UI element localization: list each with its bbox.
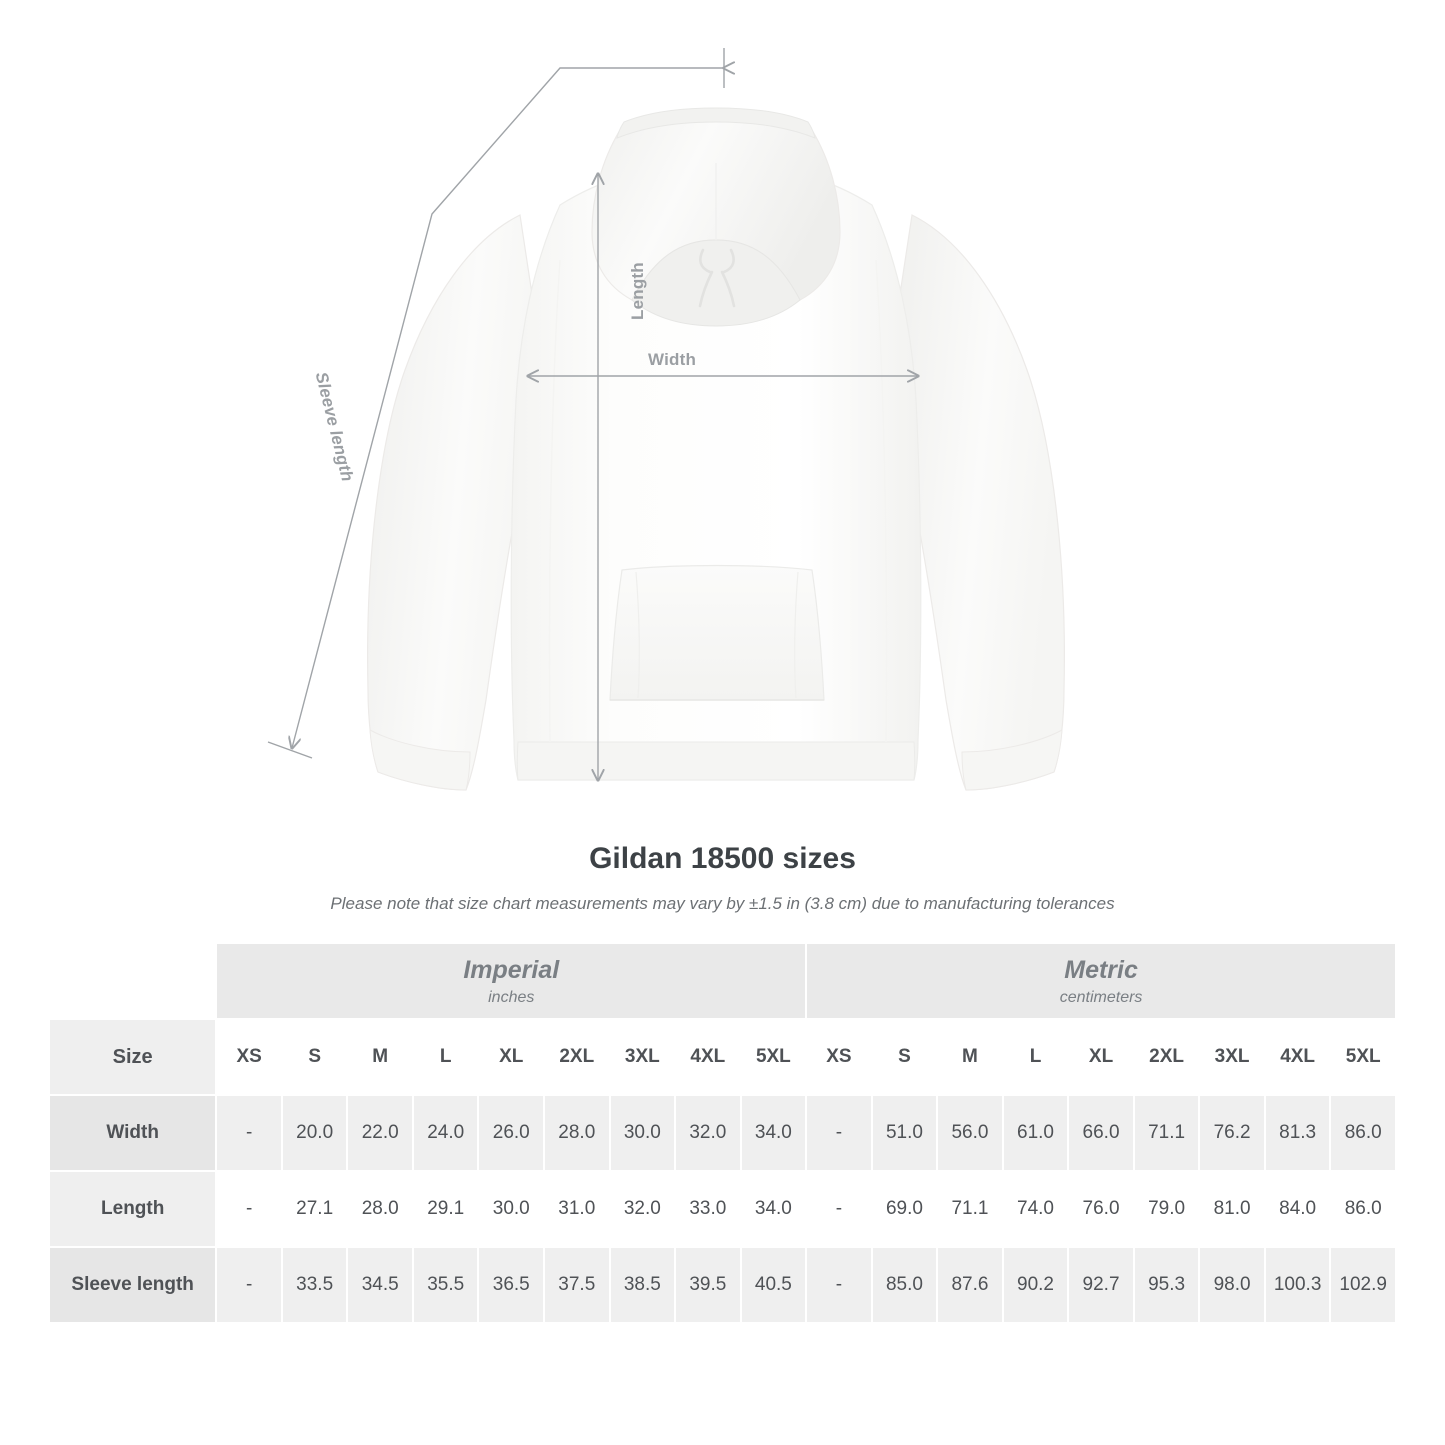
- cell-length-imp-l: 29.1: [413, 1171, 479, 1247]
- cell-sleeve-imp-2xl: 37.5: [544, 1247, 610, 1323]
- unit-sub-metric: centimeters: [1059, 989, 1143, 1006]
- cell-width-imp-5xl: 34.0: [741, 1095, 807, 1171]
- cell-length-imp-5xl: 34.0: [741, 1171, 807, 1247]
- cell-sleeve-imp-s: 33.5: [282, 1247, 348, 1323]
- row-label-length: Length: [49, 1171, 216, 1247]
- cell-width-met-5xl: 86.0: [1330, 1095, 1396, 1171]
- size-header-row: [49, 1019, 1396, 1095]
- cell-width-met-xl: 66.0: [1068, 1095, 1134, 1171]
- cell-width-imp-xl: 26.0: [478, 1095, 544, 1171]
- width-label: Width: [648, 350, 697, 369]
- cell-length-imp-2xl: 31.0: [544, 1171, 610, 1247]
- cell-length-met-2xl: 79.0: [1134, 1171, 1200, 1247]
- cell-length-met-xs: -: [806, 1171, 872, 1247]
- cell-width-imp-s: 20.0: [282, 1095, 348, 1171]
- cell-width-imp-3xl: 30.0: [610, 1095, 676, 1171]
- page-title: Gildan 18500 sizes: [589, 842, 856, 875]
- cell-sleeve-imp-m: 34.5: [347, 1247, 413, 1323]
- size-header-imp-xl: XL: [478, 1019, 544, 1095]
- cell-sleeve-imp-4xl: 39.5: [675, 1247, 741, 1323]
- cell-length-imp-xs: -: [216, 1171, 282, 1247]
- table-row: [49, 1247, 1396, 1323]
- unit-header-imperial: [216, 943, 806, 1019]
- cell-sleeve-met-l: 90.2: [1003, 1247, 1069, 1323]
- cell-width-imp-2xl: 28.0: [544, 1095, 610, 1171]
- cell-sleeve-imp-5xl: 40.5: [741, 1247, 807, 1323]
- cell-width-met-m: 56.0: [937, 1095, 1003, 1171]
- cell-sleeve-met-2xl: 95.3: [1134, 1247, 1200, 1323]
- size-header-met-s: S: [872, 1019, 938, 1095]
- table-row: [49, 1095, 1396, 1171]
- cell-sleeve-met-s: 85.0: [872, 1247, 938, 1323]
- cell-sleeve-met-3xl: 98.0: [1199, 1247, 1265, 1323]
- size-header-met-xs: XS: [806, 1019, 872, 1095]
- size-header-met-4xl: 4XL: [1265, 1019, 1331, 1095]
- unit-header-metric: [806, 943, 1396, 1019]
- cell-sleeve-imp-l: 35.5: [413, 1247, 479, 1323]
- size-header-imp-s: S: [282, 1019, 348, 1095]
- cell-length-imp-3xl: 32.0: [610, 1171, 676, 1247]
- cell-sleeve-imp-3xl: 38.5: [610, 1247, 676, 1323]
- size-header-met-xl: XL: [1068, 1019, 1134, 1095]
- cell-length-met-l: 74.0: [1003, 1171, 1069, 1247]
- size-header-met-5xl: 5XL: [1330, 1019, 1396, 1095]
- size-header-imp-5xl: 5XL: [741, 1019, 807, 1095]
- cell-length-met-xl: 76.0: [1068, 1171, 1134, 1247]
- cell-width-met-l: 61.0: [1003, 1095, 1069, 1171]
- cell-length-met-5xl: 86.0: [1330, 1171, 1396, 1247]
- size-table-wrapper: [48, 942, 1397, 1324]
- size-header-met-3xl: 3XL: [1199, 1019, 1265, 1095]
- size-header-label: Size: [49, 1019, 216, 1095]
- sleeve-length-label: Sleeve length: [311, 370, 358, 484]
- cell-width-met-3xl: 76.2: [1199, 1095, 1265, 1171]
- unit-name-metric: Metric: [1064, 956, 1138, 984]
- cell-width-imp-xs: -: [216, 1095, 282, 1171]
- table-row: [49, 1171, 1396, 1247]
- cell-width-met-s: 51.0: [872, 1095, 938, 1171]
- cell-length-met-4xl: 84.0: [1265, 1171, 1331, 1247]
- cell-sleeve-met-xl: 92.7: [1068, 1247, 1134, 1323]
- row-label-width: Width: [49, 1095, 216, 1171]
- cell-length-imp-xl: 30.0: [478, 1171, 544, 1247]
- cell-width-imp-l: 24.0: [413, 1095, 479, 1171]
- row-label-sleeve-length: Sleeve length: [49, 1247, 216, 1323]
- cell-sleeve-met-xs: -: [806, 1247, 872, 1323]
- cell-width-imp-4xl: 32.0: [675, 1095, 741, 1171]
- cell-length-imp-s: 27.1: [282, 1171, 348, 1247]
- cell-length-met-m: 71.1: [937, 1171, 1003, 1247]
- length-label: Length: [628, 262, 647, 320]
- unit-name-imperial: Imperial: [463, 956, 560, 984]
- units-header-row: [49, 943, 1396, 1019]
- cell-sleeve-imp-xl: 36.5: [478, 1247, 544, 1323]
- cell-sleeve-met-m: 87.6: [937, 1247, 1003, 1323]
- tolerance-note: Please note that size chart measurements may vary by ±1.5 in (3.8 cm) due to manufacturing tolerances: [330, 894, 1115, 913]
- table-corner: [49, 943, 216, 1019]
- cell-length-met-s: 69.0: [872, 1171, 938, 1247]
- size-header-imp-l: L: [413, 1019, 479, 1095]
- size-header-imp-4xl: 4XL: [675, 1019, 741, 1095]
- cell-length-met-3xl: 81.0: [1199, 1171, 1265, 1247]
- cell-width-met-4xl: 81.3: [1265, 1095, 1331, 1171]
- size-header-imp-xs: XS: [216, 1019, 282, 1095]
- hoodie-garment: [368, 108, 1065, 790]
- size-chart-table: [48, 942, 1397, 1324]
- cell-sleeve-met-4xl: 100.3: [1265, 1247, 1331, 1323]
- cell-length-imp-4xl: 33.0: [675, 1171, 741, 1247]
- size-header-met-l: L: [1003, 1019, 1069, 1095]
- size-header-imp-3xl: 3XL: [610, 1019, 676, 1095]
- cell-width-met-xs: -: [806, 1095, 872, 1171]
- cell-width-imp-m: 22.0: [347, 1095, 413, 1171]
- cell-length-imp-m: 28.0: [347, 1171, 413, 1247]
- size-header-met-2xl: 2XL: [1134, 1019, 1200, 1095]
- cell-sleeve-imp-xs: -: [216, 1247, 282, 1323]
- cell-width-met-2xl: 71.1: [1134, 1095, 1200, 1171]
- size-header-imp-2xl: 2XL: [544, 1019, 610, 1095]
- unit-sub-imperial: inches: [488, 989, 535, 1006]
- size-header-met-m: M: [937, 1019, 1003, 1095]
- cell-sleeve-met-5xl: 102.9: [1330, 1247, 1396, 1323]
- size-header-imp-m: M: [347, 1019, 413, 1095]
- title-block: [0, 842, 1445, 914]
